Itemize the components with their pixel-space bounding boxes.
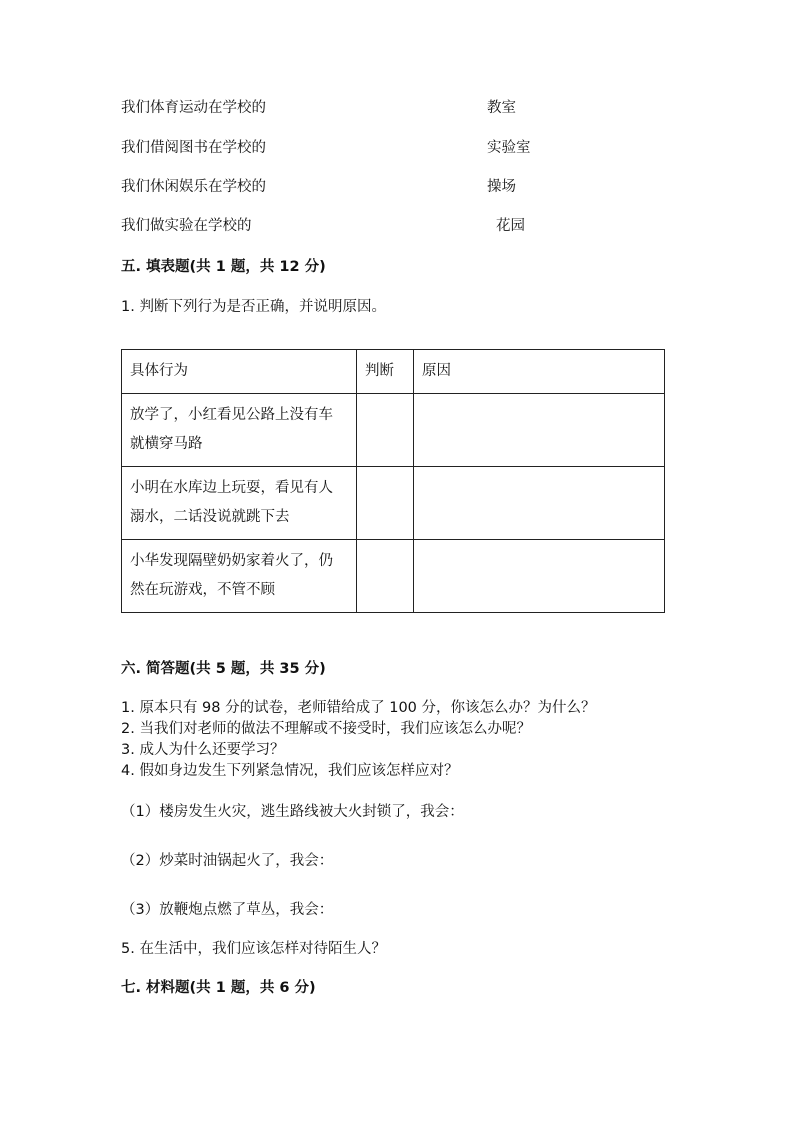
behavior-line: 然在玩游戏，不管不顾 bbox=[130, 582, 275, 598]
section5-heading: 五. 填表题(共 1 题，共 12 分) bbox=[121, 259, 326, 275]
table-header-judgment: 判断 bbox=[357, 350, 414, 394]
table-cell-judgment[interactable] bbox=[357, 540, 414, 613]
section6-question-4: 4. 假如身边发生下列紧急情况，我们应该怎样应对？ bbox=[121, 763, 459, 779]
behavior-line: 放学了，小红看见公路上没有车 bbox=[130, 407, 333, 423]
table-header-row bbox=[122, 350, 665, 394]
table-cell-reason[interactable] bbox=[414, 540, 665, 613]
behavior-line: 溺水，二话没说就跳下去 bbox=[130, 509, 290, 525]
matching-left-2: 我们借阅图书在学校的 bbox=[121, 140, 266, 156]
table-cell-judgment[interactable] bbox=[357, 467, 414, 540]
table-header-reason: 原因 bbox=[414, 350, 665, 394]
section6-question-2: 2. 当我们对老师的做法不理解或不接受时，我们应该怎么办呢？ bbox=[121, 721, 531, 737]
table-cell-behavior bbox=[122, 394, 357, 467]
behavior-line: 小华发现隔壁奶奶家着火了，仍 bbox=[130, 553, 333, 569]
table-row bbox=[122, 540, 665, 613]
matching-right-4: 花园 bbox=[496, 218, 525, 234]
table-cell-behavior bbox=[122, 540, 357, 613]
section5-question: 1. 判断下列行为是否正确，并说明原因。 bbox=[121, 299, 386, 315]
section6-question-5: 5. 在生活中，我们应该怎样对待陌生人？ bbox=[121, 941, 386, 957]
matching-left-1: 我们体育运动在学校的 bbox=[121, 100, 266, 116]
table-cell-judgment[interactable] bbox=[357, 394, 414, 467]
section7-heading: 七. 材料题(共 1 题，共 6 分) bbox=[121, 980, 316, 996]
section6-question-4-sub-1: （1）楼房发生火灾，逃生路线被大火封锁了，我会： bbox=[121, 804, 464, 820]
section6-question-4-sub-3: （3）放鞭炮点燃了草丛，我会： bbox=[121, 902, 334, 918]
section6-question-4-sub-2: （2）炒菜时油锅起火了，我会： bbox=[121, 853, 334, 869]
matching-right-2: 实验室 bbox=[487, 140, 531, 156]
table-cell-reason[interactable] bbox=[414, 394, 665, 467]
matching-left-3: 我们休闲娱乐在学校的 bbox=[121, 179, 266, 195]
section6-question-3: 3. 成人为什么还要学习？ bbox=[121, 742, 285, 758]
matching-right-1: 教室 bbox=[487, 100, 516, 116]
section6-heading: 六. 简答题(共 5 题，共 35 分) bbox=[121, 661, 326, 677]
behavior-line: 小明在水库边上玩耍，看见有人 bbox=[130, 480, 333, 496]
table-cell-reason[interactable] bbox=[414, 467, 665, 540]
matching-left-4: 我们做实验在学校的 bbox=[121, 218, 252, 234]
table-row bbox=[122, 394, 665, 467]
judgment-table bbox=[121, 349, 665, 613]
table-cell-behavior bbox=[122, 467, 357, 540]
behavior-line: 就横穿马路 bbox=[130, 436, 203, 452]
table-row bbox=[122, 467, 665, 540]
table-header-behavior: 具体行为 bbox=[122, 350, 357, 394]
section6-question-1: 1. 原本只有 98 分的试卷，老师错给成了 100 分，你该怎么办？为什么？ bbox=[121, 700, 596, 716]
matching-right-3: 操场 bbox=[487, 179, 516, 195]
